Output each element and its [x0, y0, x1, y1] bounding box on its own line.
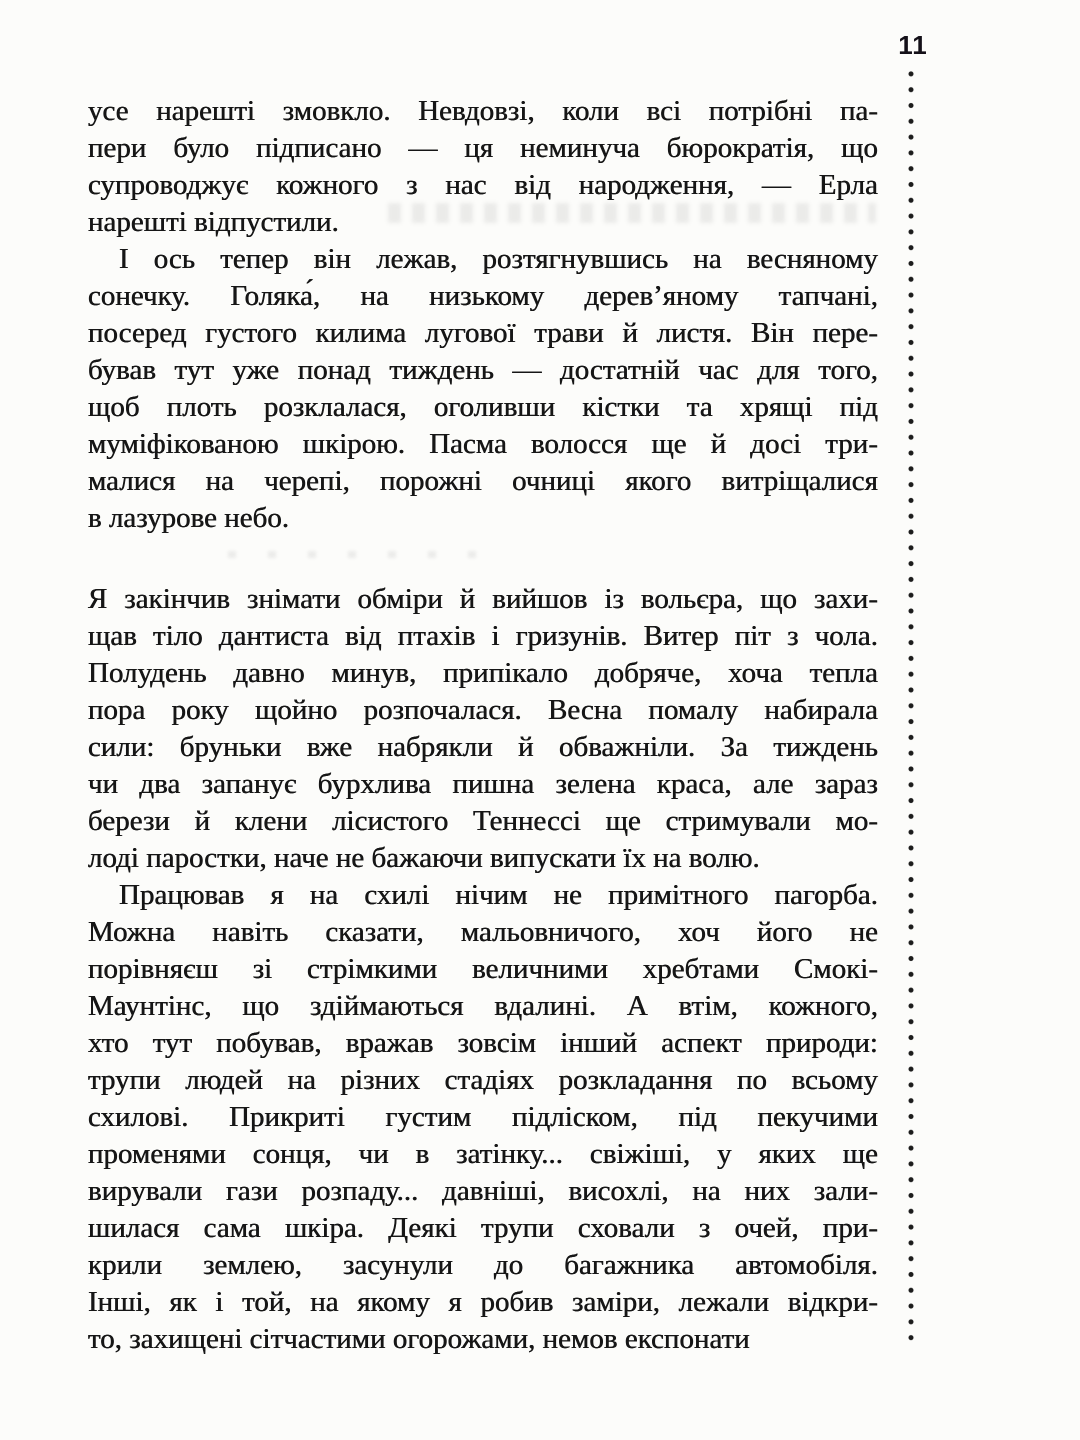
text-line: пора року щойно розпочалася. Весна помалу набирала: [88, 694, 878, 726]
text-line: крили землею, засунули до багажника автомобіля.: [88, 1249, 878, 1281]
text-line: І ось тепер він лежав, розтягнувшись на весняному: [119, 243, 878, 275]
text-line: малися на черепі, порожні очниці якого витріщалися: [88, 465, 878, 497]
text-line: пери було підписано — ця неминуча бюрократія, що: [88, 132, 878, 164]
text-line: супроводжує кожного з нас від народження, — Ерла: [88, 169, 878, 201]
page-number: 11: [898, 30, 928, 60]
text-line: бував тут уже понад тиждень — достатній час для того,: [88, 354, 878, 386]
text-line: то, захищені сітчастими огорожами, немов експонати: [88, 1323, 750, 1355]
text-line: сонечку. Голяка́, на низькому дерев’яному тапчані,: [88, 280, 878, 312]
text-line: усе нарешті змовкло. Невдовзі, коли всі потрібні па-: [88, 95, 878, 127]
text-line: вирували гази розпаду... давніші, висохлі, на них зали-: [88, 1175, 878, 1207]
text-line: нарешті відпустили.: [88, 206, 339, 238]
paragraph: [88, 581, 878, 877]
paragraph: [88, 877, 878, 1358]
text-line: муміфікованою шкірою. Пасма волосся ще й досі три-: [88, 428, 878, 460]
binding-dots-rule: [908, 66, 914, 1342]
text-line: променями сонця, чи в затінку... свіжіші, у яких ще: [88, 1138, 878, 1170]
text-line: чи два запанує бурхлива пишна зелена краса, але зараз: [88, 768, 878, 800]
text-line: посеред густого килима лугової трави й листя. Він пере-: [88, 317, 878, 349]
text-line: Інші, як і той, на якому я робив заміри, лежали відкри-: [88, 1286, 878, 1318]
text-line: хто тут побував, вражав зовсім інший аспект природи:: [88, 1027, 878, 1059]
text-line: Працював я на схилі нічим не примітного пагорба.: [119, 879, 878, 911]
text-line: трупи людей на різних стадіях розкладання по всьому: [88, 1064, 878, 1096]
text-block: [88, 93, 878, 1358]
text-line: Я закінчив знімати обміри й вийшов із вольєра, що захи-: [88, 583, 878, 615]
text-line: лоді паростки, наче не бажаючи випускати їх на волю.: [88, 842, 760, 874]
text-line: схилові. Прикриті густим підліском, під пекучими: [88, 1101, 878, 1133]
text-line: Можна навіть сказати, мальовничого, хоч його не: [88, 916, 878, 948]
text-line: берези й клени лісистого Теннессі ще стримували мо-: [88, 805, 878, 837]
text-line: щоб плоть розклалася, оголивши кістки та хрящі під: [88, 391, 878, 423]
text-line: Маунтінс, що здіймаються вдалині. А втім, кожного,: [88, 990, 878, 1022]
text-line: сили: бруньки вже набрякли й обважніли. За тиждень: [88, 731, 878, 763]
text-line: шилася сама шкіра. Деякі трупи сховали з очей, при-: [88, 1212, 878, 1244]
paragraph: [88, 241, 878, 537]
text-line: Полудень давно минув, припікало добряче, хоча тепла: [88, 657, 878, 689]
paragraph: [88, 93, 878, 241]
text-line: щав тіло дантиста від птахів і гризунів. Витер піт з чола.: [88, 620, 878, 652]
text-line: в лазурове небо.: [88, 502, 290, 534]
text-line: порівняєш зі стрімкими величними хребтами Смокі-: [88, 953, 878, 985]
